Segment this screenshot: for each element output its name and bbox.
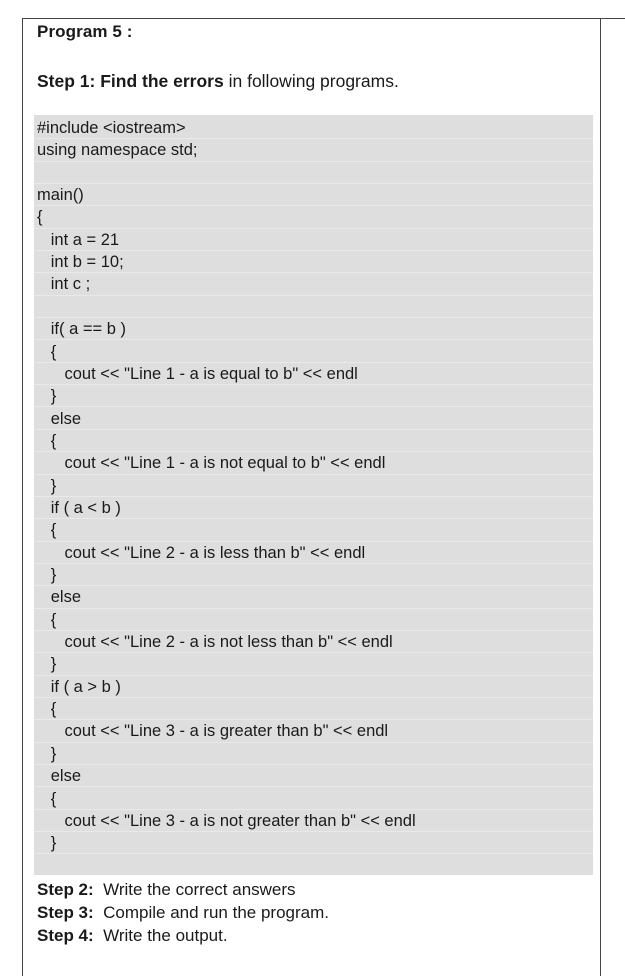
code-line: [34, 542, 593, 564]
code-line: [34, 765, 593, 787]
code-line-text: #include <iostream>: [37, 119, 186, 137]
code-line-text: else: [37, 409, 82, 428]
code-line-text: }: [37, 744, 57, 763]
code-line-text: {: [37, 521, 57, 540]
code-line-text: cout << "Line 2 - a is less than b" << endl: [37, 543, 366, 562]
step-text: Write the correct answers: [93, 880, 296, 899]
table-left-border: [22, 18, 23, 976]
code-line: [34, 430, 593, 452]
code-line: [34, 341, 593, 363]
code-line: [34, 743, 593, 765]
code-line-text: {: [37, 700, 57, 719]
code-line-text: using namespace std;: [37, 141, 198, 160]
code-line: [34, 318, 593, 340]
code-line-text: cout << "Line 2 - a is not less than b" << endl: [37, 633, 393, 652]
code-line: [34, 139, 593, 161]
remaining-steps: [37, 878, 329, 947]
step-1-rest-text: in following programs.: [223, 71, 399, 91]
code-line-text: {: [37, 789, 57, 808]
code-line-text: cout << "Line 1 - a is equal to b" << endl: [37, 364, 358, 383]
code-line-text: }: [37, 834, 57, 853]
code-line: [34, 206, 593, 228]
code-line-text: if( a == b ): [37, 320, 126, 339]
code-line-text: main(): [37, 186, 84, 205]
code-line-text: }: [37, 476, 57, 495]
code-line: [34, 251, 593, 273]
step-1-instruction: [37, 71, 399, 92]
code-line-text: {: [37, 610, 57, 629]
code-line: [34, 296, 593, 318]
code-line-text: cout << "Line 3 - a is not greater than b" << endl: [37, 811, 416, 830]
code-line-text: if ( a > b ): [37, 677, 121, 696]
code-line-text: if ( a < b ): [37, 498, 121, 517]
code-line-text: {: [37, 208, 43, 227]
code-line: [34, 385, 593, 407]
code-line: [34, 788, 593, 810]
code-line: [34, 698, 593, 720]
code-line: [34, 117, 593, 139]
step-label: Step 2:: [37, 880, 94, 899]
step-row: [37, 901, 329, 924]
code-line: [34, 363, 593, 385]
code-line-text: {: [37, 431, 57, 450]
step-1-bold-text: Find the errors: [100, 71, 224, 91]
code-line: [34, 519, 593, 541]
code-block: [34, 115, 593, 875]
code-line-text: cout << "Line 3 - a is greater than b" << endl: [37, 722, 389, 741]
step-row: [37, 924, 329, 947]
code-line-text: cout << "Line 1 - a is not equal to b" << endl: [37, 454, 386, 473]
code-line: [34, 452, 593, 474]
code-line-text: int a = 21: [37, 230, 120, 249]
program-title: Program 5 :: [37, 22, 133, 41]
code-line: [34, 720, 593, 742]
step-row: [37, 878, 329, 901]
code-line: [34, 162, 593, 184]
code-line: [34, 184, 593, 206]
code-line: [34, 564, 593, 586]
step-text: Compile and run the program.: [93, 903, 329, 922]
code-line: [34, 497, 593, 519]
code-line-text: }: [37, 655, 57, 674]
code-line: [34, 475, 593, 497]
table-right-border: [600, 18, 601, 976]
code-line: [34, 676, 593, 698]
code-line-text: int c ;: [37, 275, 91, 294]
step-1-label: Step 1:: [37, 71, 96, 91]
code-line: [34, 229, 593, 251]
code-line: [34, 408, 593, 430]
code-line-text: else: [37, 588, 82, 607]
step-label: Step 3:: [37, 903, 94, 922]
code-line: [34, 832, 593, 854]
step-label: Step 4:: [37, 926, 94, 945]
table-top-border: [22, 18, 625, 19]
step-text: Write the output.: [93, 926, 228, 945]
code-line-text: }: [37, 566, 57, 584]
code-line: [34, 631, 593, 653]
code-line-text: {: [37, 342, 57, 361]
code-line-text: else: [37, 767, 82, 786]
code-line: [34, 586, 593, 608]
code-line: [34, 609, 593, 631]
code-line: [34, 810, 593, 832]
code-line-text: int b = 10;: [37, 253, 124, 272]
code-line-text: }: [37, 387, 57, 406]
code-line: [34, 273, 593, 295]
code-line: [34, 653, 593, 675]
